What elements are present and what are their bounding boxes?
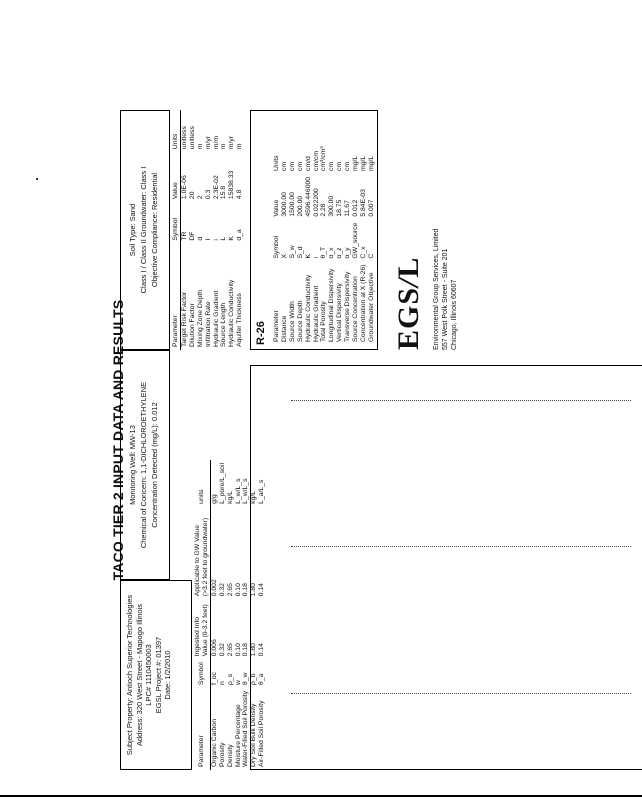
scan-speck: [36, 178, 38, 180]
r26-table-cell: cm: [288, 161, 296, 171]
soil-table-cell: 0.32: [218, 643, 226, 657]
r26-table-cell: Total Porosity: [320, 301, 328, 342]
param-table-cell-header-cell: Units: [172, 110, 180, 152]
param-table-cell: 2: [196, 195, 204, 200]
soil-table-cell: 0.14: [258, 643, 266, 657]
dotted-line: [291, 693, 631, 694]
r26-table-cell: Source Width: [288, 301, 296, 342]
param-table-row: [213, 110, 221, 350]
r26-table-row: [297, 143, 305, 345]
soil-table-cell: 0.002: [210, 579, 218, 597]
r26-table-row: [368, 143, 376, 345]
soil-table-cell: 0.18: [242, 643, 250, 657]
r26-table-cell-header-cell: Value: [273, 199, 280, 217]
soil-table-cell: kg/L: [226, 490, 234, 504]
param-table-cell: m: [236, 143, 244, 150]
r26-table-cell: mg/L: [352, 155, 360, 171]
company-name: Environmental Group Services, Limited: [433, 228, 440, 350]
page-edge: [0, 795, 642, 797]
r26-table-cell: θ_T: [320, 246, 328, 259]
graph-area: [250, 365, 642, 770]
param-table-cell: Mixing Zone Depth: [196, 289, 204, 347]
param-table-cell: TR: [180, 231, 188, 241]
site-lpc: LPC# 1110450003: [144, 644, 153, 706]
r26-table-cell: α_x: [328, 247, 336, 259]
param-table-cell: m/yr: [204, 135, 212, 150]
soil-table-cell: 0.10: [234, 643, 242, 657]
soil-table-header-cell: Applicable to GW Value (>3.2 feet to groundwater): [194, 507, 210, 599]
param-table-cell: d: [196, 236, 204, 241]
objective-compliance: Objective Compliance: Residential: [150, 172, 159, 288]
param-table-cell-header-cell: Value: [172, 152, 180, 202]
company-logo: EGS/L: [392, 256, 425, 350]
param-table-cell: m: [220, 143, 228, 150]
r26-table-cell: 2.28: [320, 203, 328, 217]
r26-table-cell: α_y: [344, 247, 352, 259]
monitoring-well: Monitoring Well: MW-13: [128, 425, 137, 505]
r26-table-cell: cm: [328, 161, 336, 171]
soil-table-cell: Density: [226, 744, 234, 767]
company-street: 557 West Polk Street - Suite 201: [442, 248, 449, 350]
soil-table-cell: ρ_b: [250, 673, 258, 685]
r26-table-cell-header-cell: Parameter: [273, 310, 280, 342]
param-table-row: [220, 110, 228, 350]
param-table-cell: unitless: [180, 126, 188, 150]
r26-title: R-26: [255, 321, 267, 345]
r26-table-cell: C_x: [359, 246, 367, 259]
r26-table-cell: 5.84E-03: [359, 189, 367, 217]
param-table-cell: m/m: [212, 135, 220, 150]
param-table-cell: 15.8: [220, 185, 228, 200]
r26-table-cell-header-cell: Units: [273, 155, 280, 171]
r26-table-cell: Longitudinal Dispersivity: [328, 268, 336, 342]
param-table-cell: Target Risk Factor: [180, 291, 188, 347]
r26-table-row: [360, 143, 368, 345]
r26-table-cell: 3000.00: [280, 192, 288, 217]
r26-box: [250, 110, 378, 350]
soil-table-header-cell: Parameter: [194, 688, 210, 770]
soil-table-header-cell: units: [194, 460, 210, 507]
soil-table-cell: 1.80: [250, 583, 258, 597]
soil-table-cell: θ_a: [258, 673, 266, 685]
param-table-row: [180, 110, 188, 350]
r26-table-cell: mg/L: [367, 155, 375, 171]
soil-table-row: [210, 460, 218, 770]
param-table-cell: K: [228, 236, 236, 241]
param-table-cell: m: [196, 143, 204, 150]
r26-table-cell: 1500.00: [288, 192, 296, 217]
soil-table-cell: ρ_s: [226, 673, 234, 685]
concentration-detected: Concentration Detected (mg/L): 0.012: [150, 402, 159, 528]
param-table-cell: Source Length: [220, 302, 228, 347]
param-table-cell: i: [212, 239, 220, 241]
param-table-row-header: [172, 110, 180, 350]
company-address: [432, 229, 459, 350]
r26-table-cell: Distance: [280, 315, 288, 342]
r26-table-cell: Groundwater Objective: [367, 272, 375, 342]
param-table-cell: 1.0E-06: [180, 175, 188, 200]
soil-table-cell: L_w/L_s: [242, 478, 250, 504]
soil-table-cell: L_w/L_s: [234, 478, 242, 504]
r26-table-cell: cm: [280, 161, 288, 171]
soil-table-cell: w: [234, 680, 242, 685]
r26-table-cell: cm: [296, 161, 304, 171]
r26-table-row: [344, 143, 352, 345]
soil-table-header-cell: Ingested Info Value (0-3.2 feet): [194, 599, 210, 659]
soil-table-cell: Dry Soil Bulk Density: [250, 703, 258, 767]
r26-table-cell: 4596.446000: [304, 176, 312, 217]
soil-table-cell: Organic Carbon: [210, 719, 218, 767]
r26-table-cell: 11.67: [344, 200, 352, 217]
param-table-cell: Hydraulic Conductivity: [228, 279, 236, 347]
monitoring-box: [120, 350, 170, 580]
r26-table-row: [336, 143, 344, 345]
soil-type: Soil Type: Sand: [128, 203, 137, 257]
param-table-cell: Infiltration Rate: [204, 301, 212, 347]
soil-table-row: [235, 460, 243, 770]
soil-table-cell: 1.80: [250, 643, 258, 657]
r26-table-cell: Source Depth: [296, 300, 304, 342]
param-table-row: [205, 110, 213, 350]
soil-table-row: [227, 460, 235, 770]
site-info-box: [120, 580, 192, 770]
r26-table-cell: C: [367, 253, 375, 259]
param-table-cell: 4.8: [236, 189, 244, 200]
param-table-cell: m/yr: [228, 135, 236, 150]
r26-table-row: [313, 143, 321, 345]
param-table-cell: 15838.33: [228, 170, 236, 200]
soil-table-cell: L_pore/L_soil: [218, 463, 226, 504]
soil-table-cell: L_a/L_s: [258, 479, 266, 504]
soil-type-box: [120, 110, 170, 350]
r26-table-cell: S_w: [288, 245, 296, 259]
r26-table-cell: Hydraulic Gradient: [312, 285, 320, 342]
soil-table-cell: Moisture Percentage: [234, 704, 242, 767]
soil-table-cell: f_oc: [210, 672, 218, 685]
r26-table-cell: X: [280, 254, 288, 259]
r26-table-cell-header-cell: Symbol: [273, 235, 280, 259]
r26-table-cell: mg/L: [359, 155, 367, 171]
soil-table-cell: 0.18: [242, 583, 250, 597]
param-table-cell: d_a: [236, 229, 244, 241]
site-date: Date: 1/2/2010: [163, 650, 172, 700]
soil-table-cell: n: [218, 681, 226, 685]
r26-table-cell: i: [312, 257, 320, 259]
param-table-cell-header-cell: Parameter: [172, 244, 180, 350]
param-table-row: [236, 110, 244, 350]
r26-table-row: [289, 143, 297, 345]
param-table-cell: DF: [188, 231, 196, 241]
param-table-row: [228, 110, 236, 350]
r26-table-cell: cm³/cm³: [320, 146, 328, 171]
r26-table-row: [320, 143, 328, 345]
r26-table-row-header: [273, 143, 281, 345]
r26-table-cell: S_d: [296, 246, 304, 259]
dotted-line: [291, 546, 631, 547]
dotted-line: [291, 400, 631, 401]
soil-table-cell: θ_w: [242, 672, 250, 685]
soil-table-cell: Porosity: [218, 742, 226, 767]
param-table-cell: 20: [188, 191, 196, 200]
soil-table-header-cell: Symbol: [194, 659, 210, 688]
param-table-row: [197, 110, 205, 350]
r26-table-row: [281, 143, 289, 345]
r26-table-cell: cm/d: [304, 156, 312, 171]
chemical-of-concern: Chemical of Concern: 1,1-DICHLOROETHYLENE: [139, 381, 148, 549]
r26-table-row: [305, 143, 313, 345]
soil-table-cell: 2.65: [226, 583, 234, 597]
r26-table-cell: Vertical Dispersivity: [336, 283, 344, 342]
param-table-row: [189, 110, 197, 350]
param-table-cell: L: [220, 236, 228, 241]
site-project: EGSL Project #: 01397: [153, 636, 163, 714]
model-parameter-table: [172, 110, 244, 350]
soil-table-cell: Air-Filled Soil Porosity: [258, 700, 266, 767]
r26-table-cell: Transverse Dispersivity: [344, 271, 352, 342]
r26-table-cell: cm: [344, 161, 352, 171]
r26-table-cell: 18.75: [336, 199, 344, 217]
r26-table-cell: Hydraulic Conductivity: [304, 274, 312, 342]
r26-table-cell: K: [304, 254, 312, 259]
soil-table-row: [219, 460, 227, 770]
param-table-cell: unitless: [188, 126, 196, 150]
r26-table-cell: α_z: [336, 247, 344, 259]
r26-table-cell: 0.022200: [312, 188, 320, 217]
param-table-cell: Hydraulic Gradient: [212, 290, 220, 347]
soil-table-cell: kg/L: [250, 490, 258, 504]
r26-table-cell: 200.00: [296, 195, 304, 217]
param-table-cell: Aquifer Thickness: [236, 293, 244, 347]
r26-table-cell: 0.012: [352, 199, 360, 217]
r26-table-cell: cm: [336, 161, 344, 171]
param-table-cell: Dilution Factor: [188, 303, 196, 347]
soil-table-cell: g/g: [210, 494, 218, 504]
soil-table-header: [194, 460, 210, 770]
param-table-cell-header-cell: Symbol: [172, 202, 180, 244]
soil-table-cell: 2.65: [226, 643, 234, 657]
groundwater-class: Class I / Class II Groundwater: Class I: [139, 166, 148, 294]
soil-table-cell: 0.006: [210, 639, 218, 657]
rotated-content: [110, 110, 642, 770]
soil-table-cell: Water-Filled Soil Porosity: [242, 690, 250, 767]
param-table-cell: I: [204, 238, 212, 241]
company-city: Chicago, Illinois 60607: [451, 279, 458, 350]
r26-table-row: [352, 143, 360, 345]
param-table-cell: 2.3E-02: [212, 175, 220, 200]
r26-table-row: [328, 143, 336, 345]
r26-table-cell: cm/cm: [312, 150, 320, 171]
r26-table: [273, 143, 376, 345]
param-table-cell: 0.3: [204, 189, 212, 200]
soil-table-cell: 0.14: [258, 583, 266, 597]
r26-table-cell: GW_source: [352, 222, 360, 259]
r26-table-cell: Concentration at X (R-26): [359, 264, 367, 342]
site-subject: Subject Property: Antioch Superior Technologies: [125, 594, 134, 756]
site-address: Address: 320 West Street - Mapogo Illinois: [134, 604, 144, 747]
soil-table-cell: 0.10: [234, 583, 242, 597]
r26-table-cell: Source Concentration: [352, 276, 360, 342]
r26-table-cell: 300.00: [328, 195, 336, 217]
soil-table-cell: 0.32: [218, 583, 226, 597]
page-title: TACO TIER 2 INPUT DATA AND RESULTS: [110, 299, 126, 581]
r26-table-cell: 0.007: [367, 199, 375, 217]
